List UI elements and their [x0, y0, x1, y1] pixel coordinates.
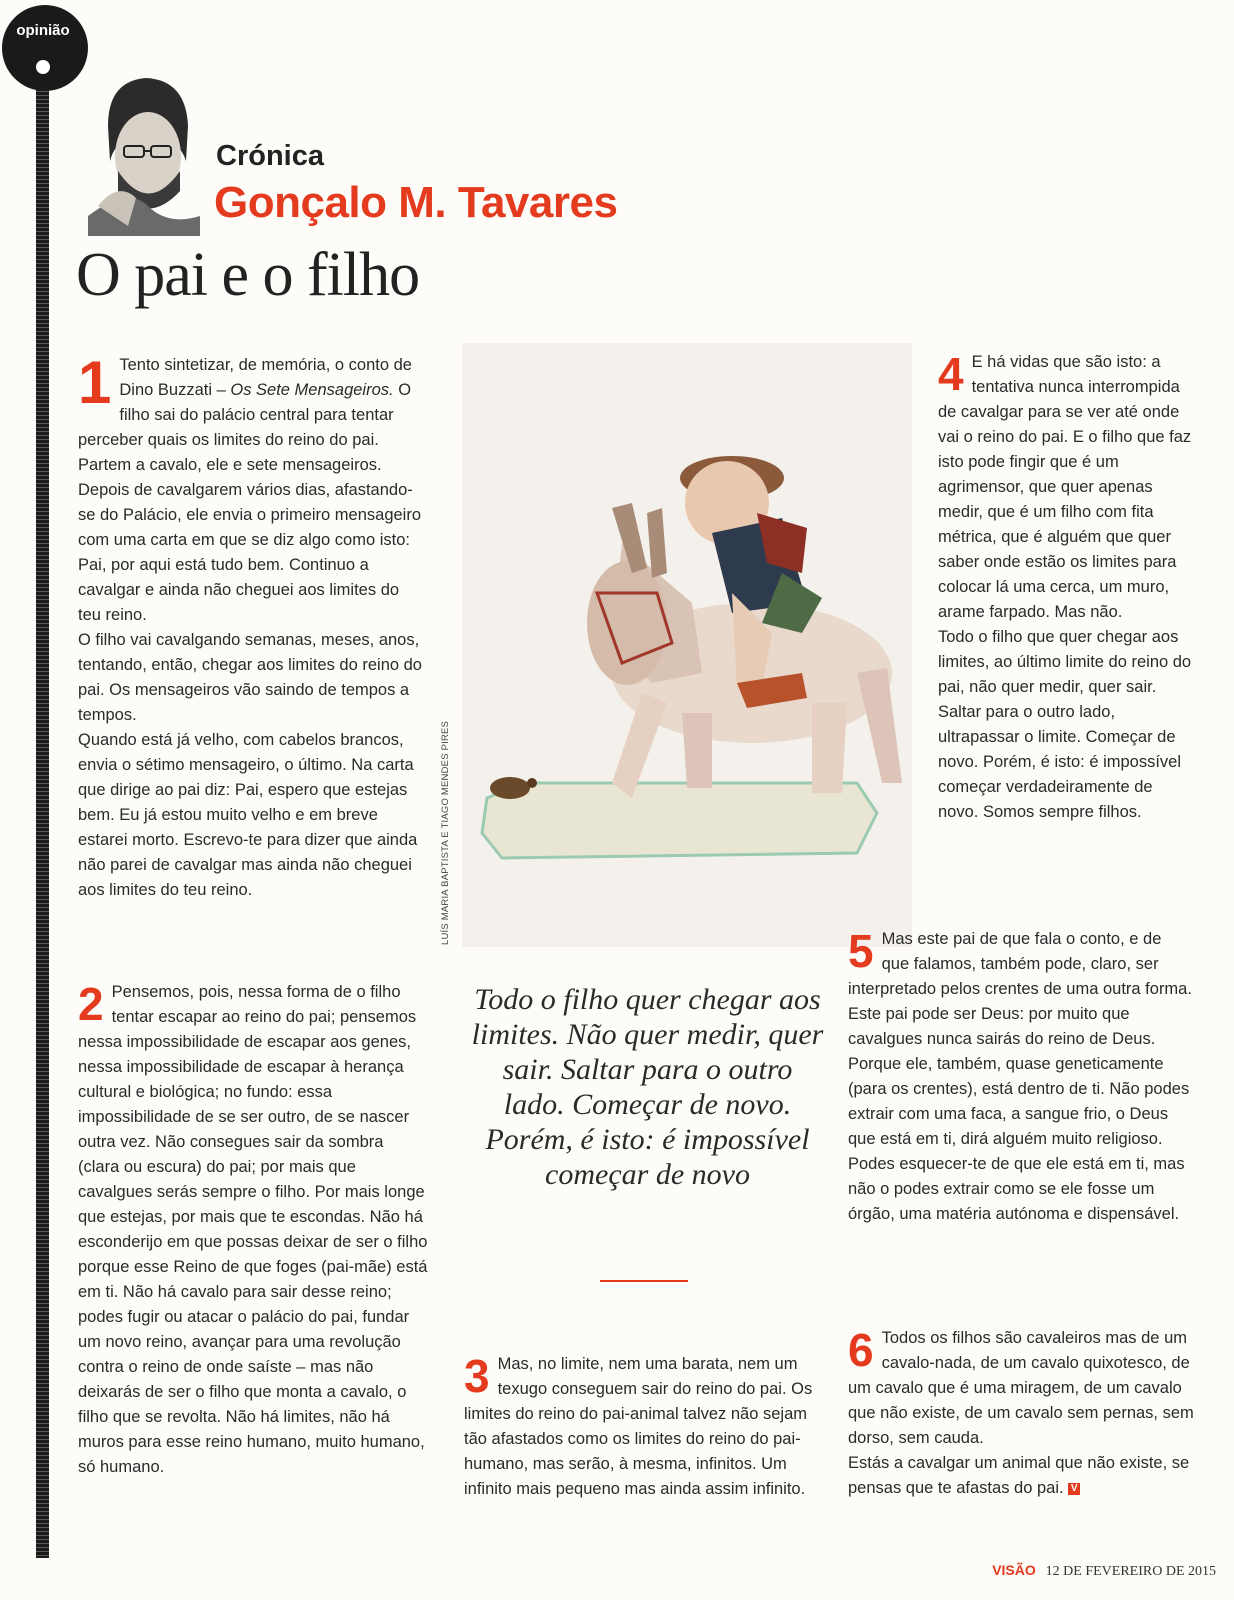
magazine-brand: VISÃO	[992, 1562, 1036, 1578]
section-number: 3	[464, 1350, 490, 1402]
section-2	[78, 980, 428, 1480]
section-badge-label: opinião	[16, 22, 70, 39]
author-name: Gonçalo M. Tavares	[214, 178, 618, 227]
paragraph: Mas este pai de que fala o conto, e de que falamos, também pode, claro, ser interpretado pelos crentes de uma outra forma. Este pai pode ser Deus: por muito que cavalgues nunca sairás do reino de Deus. Porque ele, também, quase geneticamente (para os crentes), está dentro de ti. Não podes extrair com uma faca, a sangue frio, o Deus que está em ti, dirá alguém muito religioso. Podes esquecer-te de que ele está em ti, mas não o podes extrair como se ele fosse um órgão, uma matéria autónoma e dispensável.	[848, 930, 1192, 1223]
paragraph: Todo o filho que quer chegar aos limites, ao último limite do reino do pai, não quer medir, quer sair. Saltar para o outro lado, ultrapassar o limite. Começar de novo. Porém, é isto: é impossível começar verdadeiramente de novo. Somos sempre filhos.	[938, 628, 1192, 821]
text-run: Estás a cavalgar um animal que não existe, se pensas que te afastas do pai.	[848, 1454, 1190, 1497]
section-number: 4	[938, 348, 964, 400]
section-3	[464, 1352, 814, 1502]
section-5	[848, 927, 1193, 1227]
paragraph: E há vidas que são isto: a tentativa nunca interrompida de cavalgar para se ver até onde vai o reino do pai. E o filho que faz isto pode fingir que é um agrimensor, que quer apenas medir, que é um filho com fita métrica, que é alguém que quer saber onde estão os limites para colocar lá uma cerca, um muro, arame farpado. Mas não.	[938, 353, 1192, 621]
photo-credit: LUÍS MARIA BAPTISTA E TIAGO MENDES PIRES	[440, 720, 451, 945]
pull-quote-rule	[600, 1280, 688, 1282]
author-portrait	[88, 66, 200, 236]
section-4	[938, 350, 1193, 825]
paragraph: Pensemos, pois, nessa forma de o filho tentar escapar ao reino do pai; pensemos nessa impossibilidade de escapar aos genes, nessa impossibilidade de escapar à herança cultural e biológica; no fundo: essa impossibilidade de se ser outro, de se nascer outra vez. Não consegues sair da sombra (clara ou escura) do pai; por mais que cavalgues serás sempre o filho. Por mais longe que estejas, por mais que te escondas. Não há esconderijo em que possas deixar de ser o filho porque esse Reino de que foges (pai-mãe) está em ti. Não há cavalo para sair desse reino; podes fugir ou atacar o palácio do pai, fundar um novo reino, avançar para uma revolução contra o reino de onde saíste – mas não deixarás de ser o filho que monta a cavalo, o filho que se revolta. Não há limites, não há muros para esse reino humano, muito humano, só humano.	[78, 983, 428, 1476]
section-6	[848, 1326, 1198, 1501]
text-run: O filho sai do palácio central para tentar perceber quais os limites do reino do pai.	[78, 381, 412, 449]
article-title: O pai e o filho	[76, 241, 420, 309]
paragraph: Quando está já velho, com cabelos brancos, envia o sétimo mensageiro, o último. Na carta que dirige ao pai diz: Pai, espero que estejas bem. Eu já estou muito velho e em breve estarei morto. Escrevo-te para dizer que ainda não parei de cavalgar mas ainda não cheguei aos limites do teu reino.	[78, 731, 418, 899]
figurine-photo	[462, 343, 912, 947]
issue-date: 12 DE FEVEREIRO DE 2015	[1045, 1564, 1216, 1579]
pull-quote: Todo o filho quer chegar aos limites. Não quer medir, quer sair. Saltar para o outro lado. Começar de novo. Porém, é isto: é impossível começar de novo	[471, 983, 824, 1191]
paragraph: Partem a cavalo, ele e sete mensageiros. Depois de cavalgarem vários dias, afastando-se do Palácio, ele envia o primeiro mensageiro com uma carta em que se diz algo como isto: Pai, por aqui está tudo bem. Continuo a cavalgar e ainda não cheguei aos limites do teu reino.	[78, 456, 422, 624]
section-1	[78, 349, 423, 903]
section-number: 1	[78, 349, 112, 416]
end-mark-icon: V	[1068, 1483, 1080, 1495]
page-footer	[992, 1562, 1216, 1580]
section-number: 2	[78, 978, 104, 1030]
badge-dot	[36, 60, 50, 74]
paragraph: Todos os filhos são cavaleiros mas de um cavalo-nada, de um cavalo quixotesco, de um cavalo que é uma miragem, de um cavalo que não existe, de um cavalo sem pernas, sem dorso, sem cauda.	[848, 1329, 1194, 1447]
section-number: 6	[848, 1324, 874, 1376]
paragraph: O filho vai cavalgando semanas, meses, anos, tentando, então, chegar aos limites do reino do pai. Os mensageiros vão saindo de tempos a tempos.	[78, 631, 422, 724]
section-number: 5	[848, 925, 874, 977]
story-title: Os Sete Mensageiros.	[230, 381, 394, 399]
column-rail	[36, 88, 49, 1558]
section-badge	[2, 5, 88, 91]
paragraph: Mas, no limite, nem uma barata, nem um texugo conseguem sair do reino do pai. Os limites do reino do pai-animal talvez não sejam tão afastados como os limites do reino do pai-humano, mas serão, à mesma, infinitos. Um infinito mais pequeno mas ainda assim infinito.	[464, 1355, 813, 1498]
text-run: Tento sintetizar, de memória, o conto de Dino Buzzati –	[119, 356, 412, 399]
paragraph	[848, 1451, 1198, 1501]
paragraph	[78, 349, 423, 453]
column-section-label: Crónica	[216, 140, 324, 172]
